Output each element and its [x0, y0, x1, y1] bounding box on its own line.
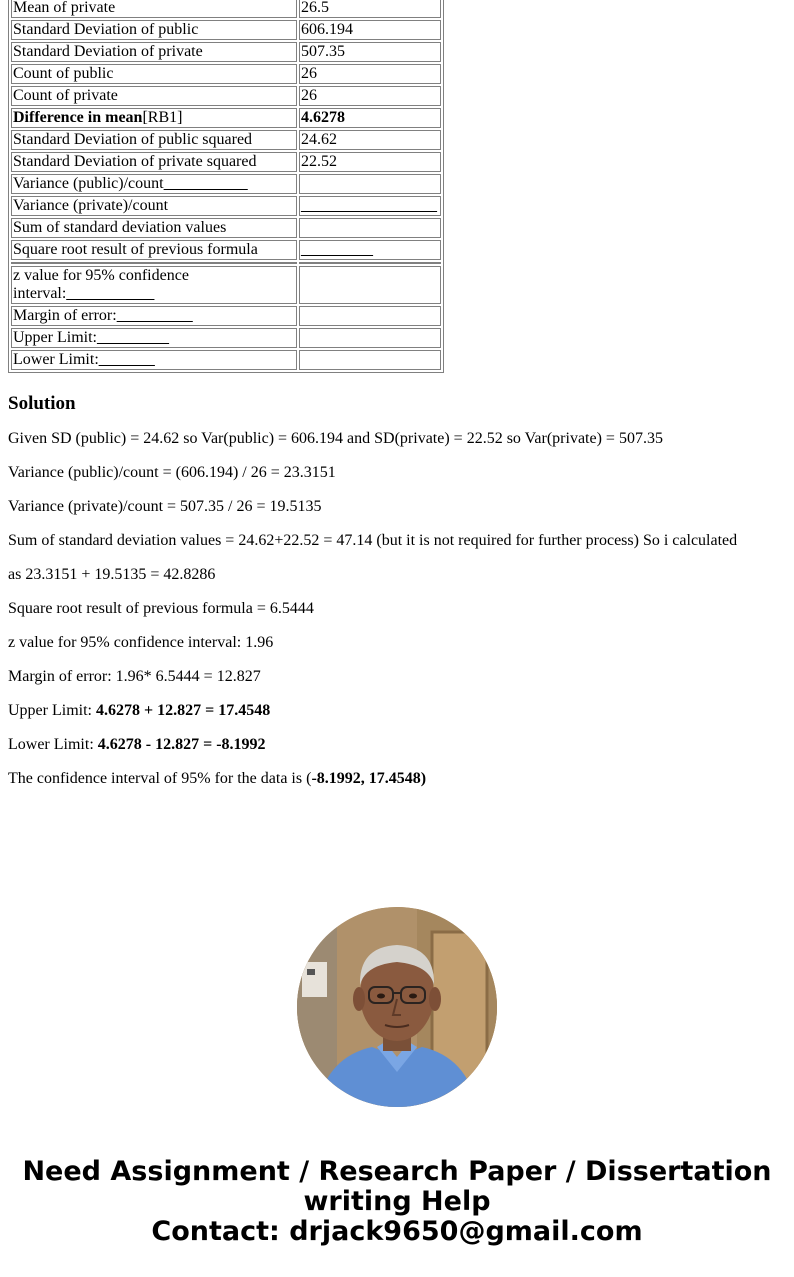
solution-line: z value for 95% confidence interval: 1.96 [8, 634, 274, 651]
solution-line: Given SD (public) = 24.62 so Var(public) = 606.194 and SD(private) = 22.52 so Var(private) = 507.35 [8, 430, 663, 447]
row-value [299, 266, 441, 304]
table-row [11, 64, 441, 84]
table-row [11, 196, 441, 216]
row-label [11, 174, 297, 194]
row-label: Square root result of previous formula [11, 240, 297, 260]
row-value: 26.5 [299, 0, 441, 18]
row-value: 24.62 [299, 130, 441, 150]
row-label [11, 306, 297, 326]
avatar [297, 907, 497, 1107]
row-value [299, 306, 441, 326]
answer-blank: _________ [301, 241, 373, 258]
row-label: Count of private [11, 86, 297, 106]
row-label-text: Lower Limit: [13, 351, 99, 368]
answer-blank: _________ [96, 329, 169, 346]
statistics-table [8, 0, 444, 373]
answer-blank: _________________ [301, 197, 437, 214]
row-label-text: z value for 95% confidence interval: [13, 267, 189, 302]
row-value [299, 196, 441, 216]
row-value: 507.35 [299, 42, 441, 62]
solution-line-conclusion [8, 770, 778, 788]
table-row [11, 42, 441, 62]
table-row [11, 240, 441, 260]
row-value: 606.194 [299, 20, 441, 40]
spacer-cell [11, 262, 297, 264]
solution-line: Margin of error: 1.96* 6.5444 = 12.827 [8, 668, 261, 685]
row-label-text: Variance (public)/count [13, 175, 164, 192]
row-label: Count of public [11, 64, 297, 84]
table-row [11, 86, 441, 106]
table-row [11, 130, 441, 150]
row-label: Variance (private)/count [11, 196, 297, 216]
row-label: Sum of standard deviation values [11, 218, 297, 238]
line-prefix: Lower Limit: [8, 736, 98, 753]
row-value: 26 [299, 64, 441, 84]
row-label [11, 350, 297, 370]
answer-blank: ___________ [66, 285, 155, 302]
table-row [11, 306, 441, 326]
table-row [11, 152, 441, 172]
line-bold: 4.6278 + 12.827 = 17.4548 [95, 702, 271, 719]
table-row [11, 350, 441, 370]
row-label-bold: Difference in mean [13, 109, 143, 126]
footer-contact[interactable]: Contact: drjack9650@gmail.com [151, 1216, 643, 1247]
table-spacer-row [11, 262, 441, 264]
footer-line: writing Help [303, 1186, 491, 1217]
row-label [11, 266, 297, 304]
table-row [11, 108, 441, 128]
avatar-portrait-icon [297, 907, 497, 1107]
row-value [299, 174, 441, 194]
solution-heading: Solution [8, 393, 76, 414]
row-label-text: Margin of error: [13, 307, 117, 324]
answer-blank: _________ [116, 307, 193, 324]
table-row [11, 20, 441, 40]
row-label: Standard Deviation of public [11, 20, 297, 40]
row-value [299, 108, 441, 128]
row-value [299, 218, 441, 238]
line-bold: 4.6278 - 12.827 = -8.1992 [97, 736, 266, 753]
solution-line-upper-limit [8, 702, 778, 720]
table-row [11, 328, 441, 348]
row-label: Standard Deviation of private squared [11, 152, 297, 172]
line-bold: -8.1992, 17.4548) [311, 770, 427, 787]
table-row [11, 218, 441, 238]
row-label-text: Upper Limit: [13, 329, 97, 346]
solution-line: Sum of standard deviation values = 24.62+22.52 = 47.14 (but it is not required for further process) So i calculated [8, 532, 738, 549]
solution-line: Variance (public)/count = (606.194) / 26 = 23.3151 [8, 464, 336, 481]
row-value-bold: 4.6278 [301, 109, 345, 126]
row-label: Standard Deviation of private [11, 42, 297, 62]
row-value [299, 350, 441, 370]
spacer-cell [299, 262, 441, 264]
solution-line: Variance (private)/count = 507.35 / 26 = 19.5135 [8, 498, 322, 515]
line-prefix: Upper Limit: [8, 702, 96, 719]
line-prefix: The confidence interval of 95% for the data is ( [8, 770, 312, 787]
row-value: 26 [299, 86, 441, 106]
solution-line: as 23.3151 + 19.5135 = 42.8286 [8, 566, 216, 583]
row-label: Mean of private [11, 0, 297, 18]
row-value [299, 328, 441, 348]
comment-marker[interactable]: [RB1] [142, 109, 183, 126]
solution-line-lower-limit [8, 736, 778, 754]
solution-section [8, 392, 778, 804]
row-value [299, 240, 441, 260]
table-row [11, 0, 441, 18]
answer-blank: _______ [98, 351, 155, 368]
footer-line: Need Assignment / Research Paper / Dissertation [22, 1156, 772, 1187]
row-label [11, 108, 297, 128]
table-row [11, 174, 441, 194]
row-label [11, 328, 297, 348]
answer-blank: __________ [163, 175, 248, 192]
solution-line: Square root result of previous formula = 6.5444 [8, 600, 314, 617]
row-label: Standard Deviation of public squared [11, 130, 297, 150]
footer-banner [0, 1157, 794, 1247]
table-row [11, 266, 441, 304]
row-value: 22.52 [299, 152, 441, 172]
